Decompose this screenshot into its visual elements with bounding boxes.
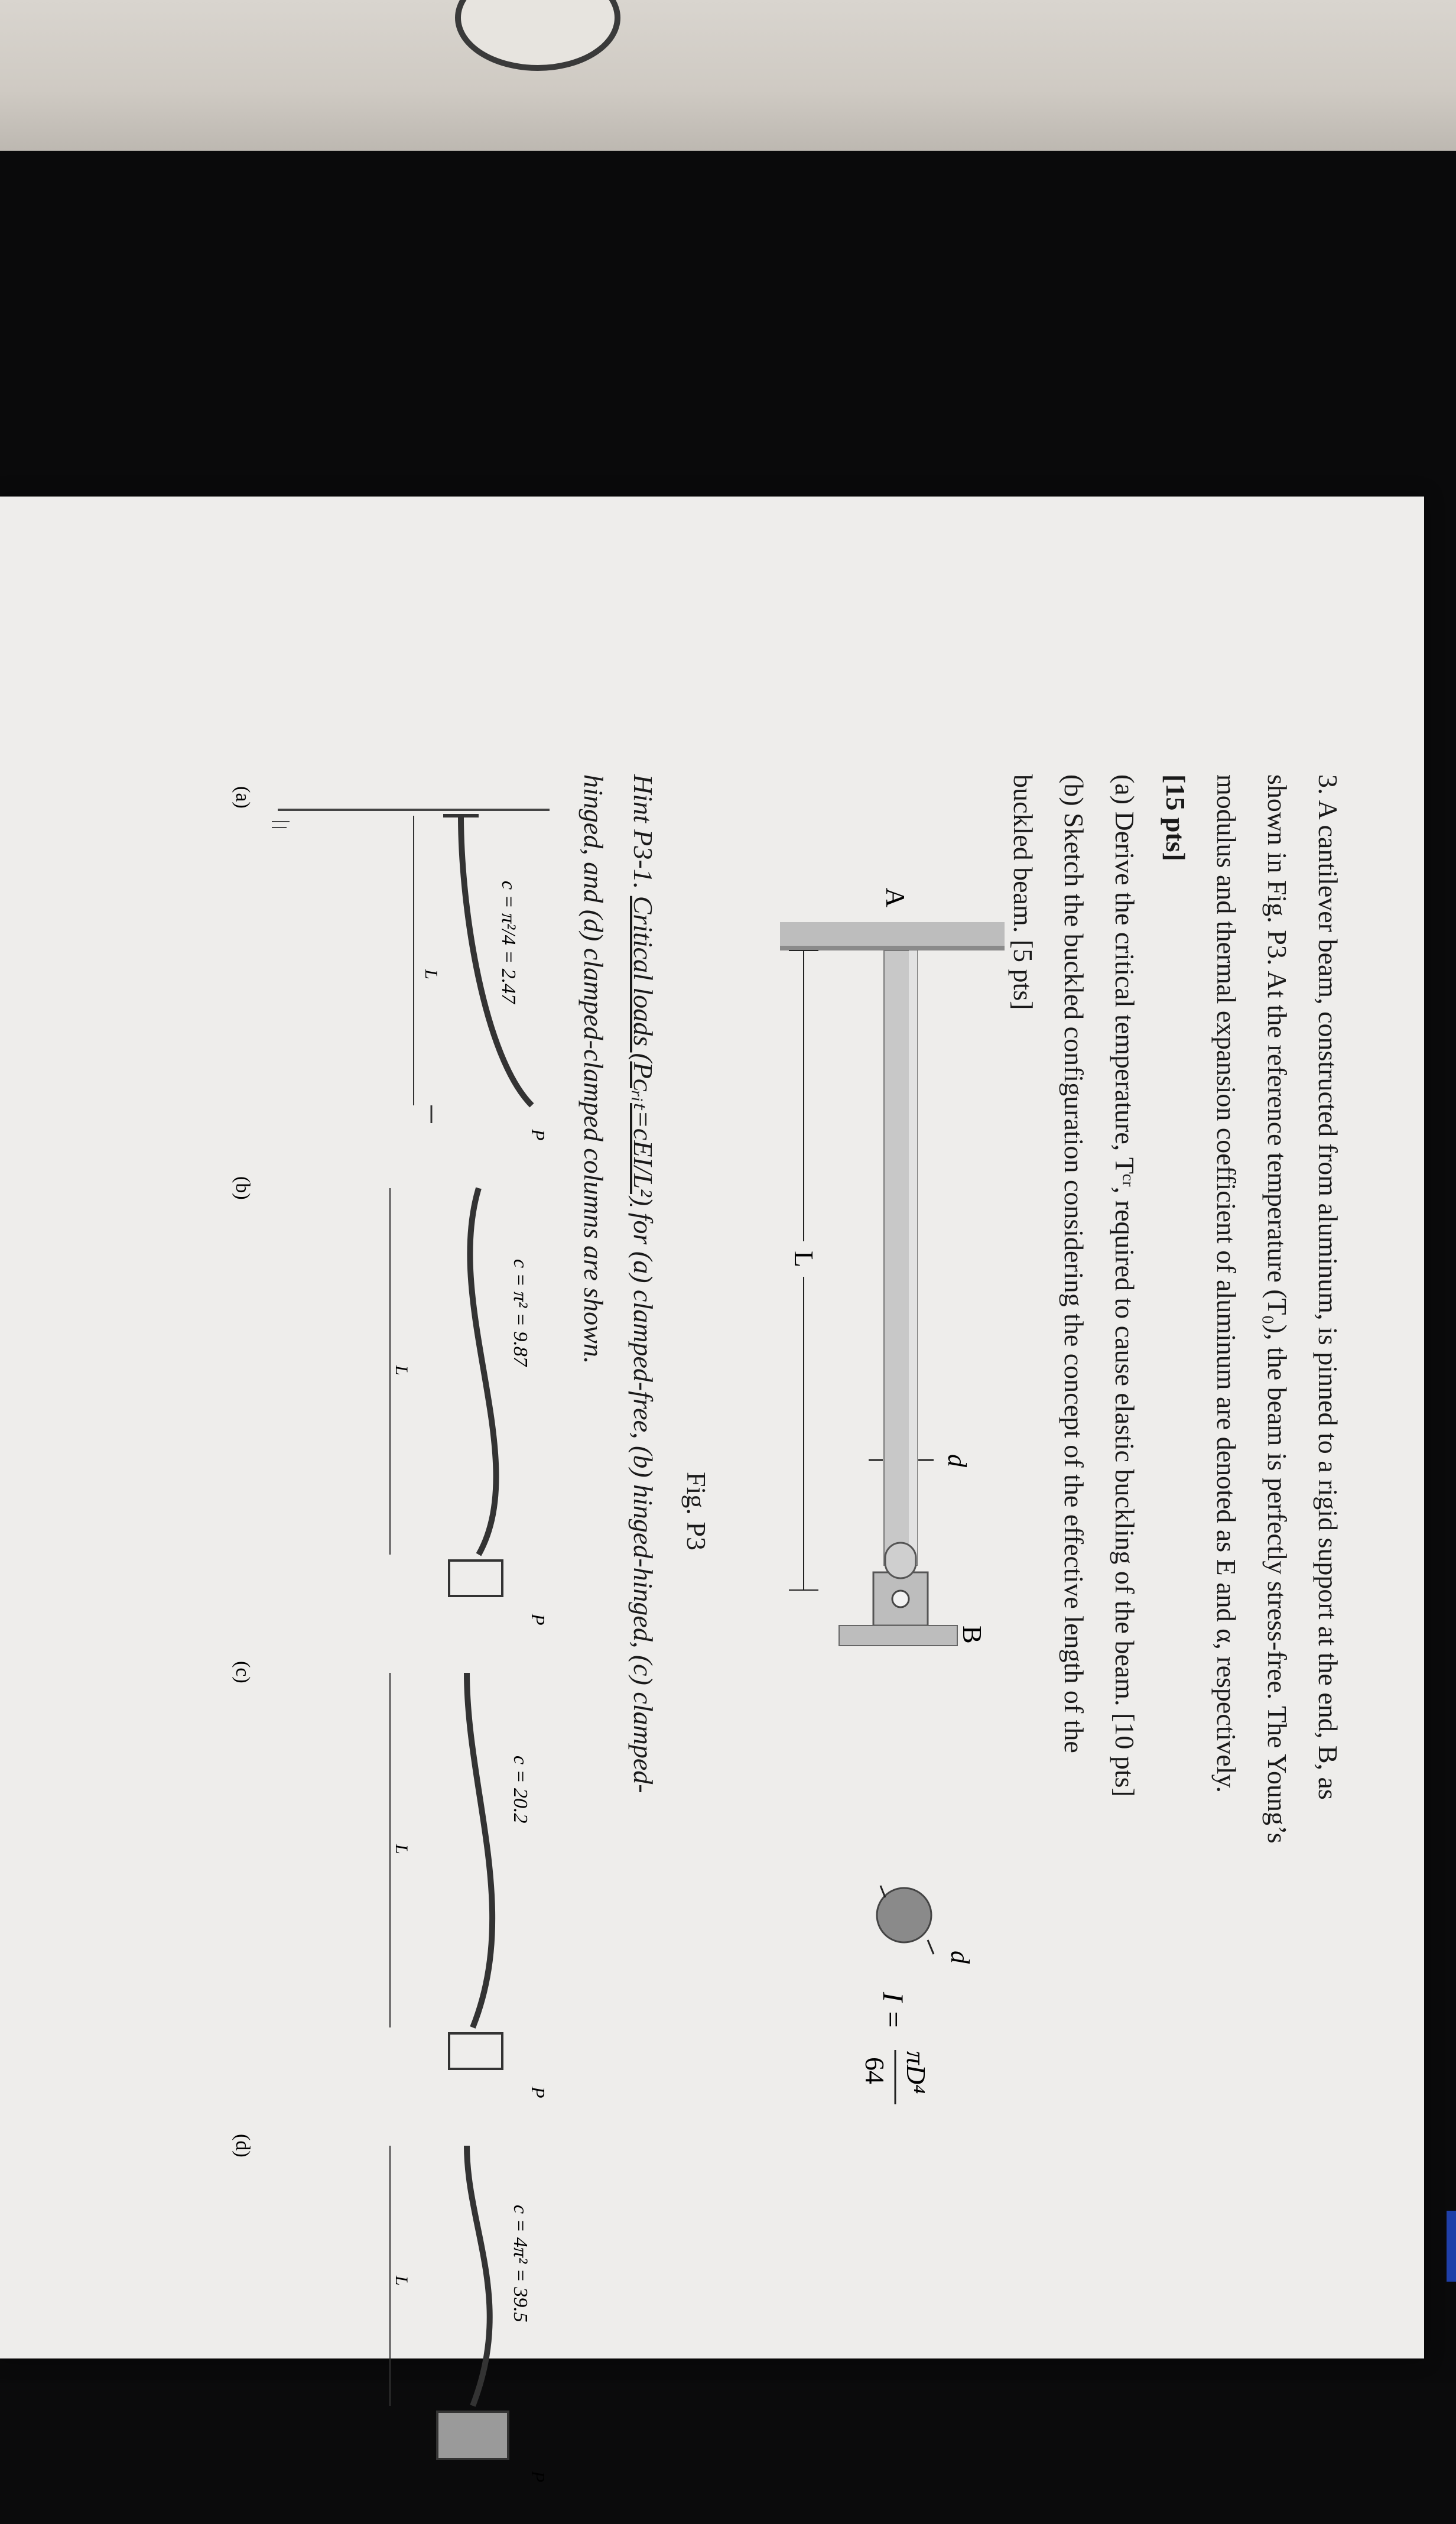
figure-caption: Fig. P3 xyxy=(681,1472,711,1550)
buckled-shape-b xyxy=(470,1188,496,1555)
pin-ground xyxy=(839,1626,957,1646)
problem-statement xyxy=(997,774,1353,2288)
hint-formula: Critical loads (Pᴄᵣᵢₜ=cEI/L²) xyxy=(628,896,658,1206)
camera-icon xyxy=(455,0,620,71)
roller-support-c xyxy=(449,2033,502,2069)
column-length-label: L xyxy=(392,2276,411,2286)
load-label: P xyxy=(528,2471,549,2483)
label-l: L xyxy=(789,1250,819,1268)
label-b: B xyxy=(957,1626,987,1644)
column-label-a: (a) xyxy=(232,786,254,809)
screen-edge-indicator xyxy=(1447,2211,1456,2282)
column-length-label: L xyxy=(392,1844,411,1854)
rotated-page-content xyxy=(18,774,1353,2524)
part-b-line: buckled beam. [5 pts] xyxy=(1008,774,1038,1010)
inertia-denominator: 64 xyxy=(860,2057,890,2084)
part-b-line: (b) Sketch the buckled configuration considering the concept of the effective length of the xyxy=(1059,774,1089,1753)
load-label: P xyxy=(528,1129,549,1141)
label-a: A xyxy=(880,887,911,907)
load-label: P xyxy=(528,1614,549,1626)
c-value-b: c = π² = 9.87 xyxy=(509,1259,531,1367)
column-b xyxy=(232,1176,549,1626)
c-value-a: c = π²/4 = 2.47 xyxy=(498,881,519,1004)
hint-prefix: Hint P3-1. xyxy=(628,774,658,896)
document-page xyxy=(0,497,1424,2483)
pin-icon xyxy=(892,1591,909,1607)
roller-support-b xyxy=(449,1561,502,1596)
part-a-text: (a) Derive the critical temperature, Tᶜʳ, required to cause elastic buckling of the beam. [10 pts] xyxy=(1110,774,1140,1797)
column-label-c: (c) xyxy=(232,1661,254,1683)
inertia-lhs: I = xyxy=(877,1992,910,2029)
column-label-b: (b) xyxy=(232,1176,254,1200)
label-d-section: d xyxy=(945,1951,974,1964)
column-d xyxy=(232,2134,549,2483)
inertia-numerator: πD⁴ xyxy=(901,2051,931,2094)
device-bezel xyxy=(0,0,1456,151)
column-label-d: (d) xyxy=(232,2134,254,2158)
problem-line: modulus and thermal expansion coefficient of aluminum are denoted as E and α, respectively. xyxy=(1211,774,1242,1793)
column-length-label: L xyxy=(392,1365,411,1375)
hint-rest: for (a) clamped-free, (b) hinged-hinged, (c) clamped- xyxy=(628,1206,658,1793)
fixed-wall xyxy=(780,922,1005,946)
c-value-c: c = 20.2 xyxy=(509,1756,531,1824)
label-d-beam: d xyxy=(942,1454,971,1467)
hint-text xyxy=(568,774,668,2429)
problem-line: 3. A cantilever beam, constructed from aluminum, is pinned to a rigid support at the end, B, as xyxy=(1313,774,1343,1800)
column-length-label: L xyxy=(421,969,441,979)
column-a xyxy=(232,786,550,1141)
buckled-shape-a xyxy=(461,816,532,1105)
c-value-d: c = 4π² = 39.5 xyxy=(509,2205,531,2322)
load-label: P xyxy=(528,2087,549,2098)
hint-line2: hinged, and (d) clamped-clamped columns are shown. xyxy=(578,774,609,1364)
clamped-block-d xyxy=(437,2412,508,2459)
buckled-shape-d xyxy=(467,2146,490,2406)
problem-points: [15 pts] xyxy=(1161,774,1191,861)
column-c xyxy=(232,1661,549,2098)
problem-line: shown in Fig. P3. At the reference temperature (T₀), the beam is perfectly stress-free. The Young’s xyxy=(1262,774,1292,1844)
figure-p3 xyxy=(715,774,1022,2524)
column-figures xyxy=(201,774,567,2524)
buckled-shape-c xyxy=(467,1673,492,2027)
